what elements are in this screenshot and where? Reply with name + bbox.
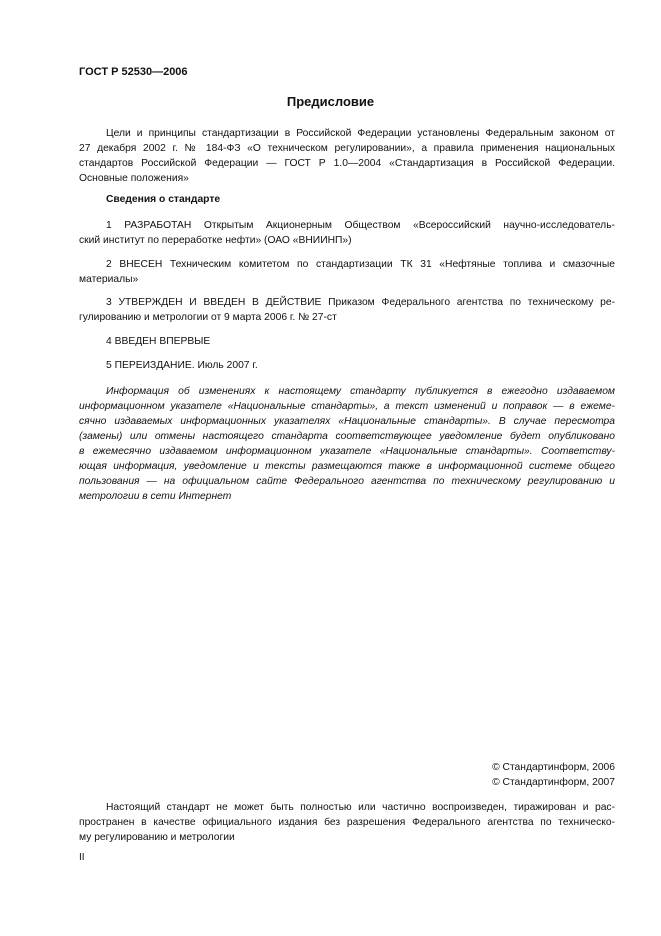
legal-notice bbox=[79, 800, 615, 845]
document-header: ГОСТ Р 52530—2006 bbox=[79, 66, 188, 78]
text-line: Цели и принципы стандартизации в Российской Федерации установлены Федеральным законом от bbox=[106, 128, 615, 139]
text-line: 4 ВВЕДЕН ВПЕРВЫЕ bbox=[106, 336, 211, 347]
text-line: 3 УТВЕРЖДЕН И ВВЕДЕН В ДЕЙСТВИЕ Приказом Федерального агентства по техническому ре- bbox=[106, 297, 615, 308]
info-notice bbox=[79, 384, 615, 504]
info-item-5 bbox=[79, 358, 615, 373]
text-line: сячно издаваемых информационных указателях «Национальные стандарты». В случае пересмотра bbox=[79, 416, 615, 427]
preface-intro bbox=[79, 126, 615, 186]
copyright-line-2: © Стандартинформ, 2007 bbox=[492, 777, 615, 788]
text-line: гулированию и метрологии от 9 марта 2006 г. № 27-ст bbox=[79, 312, 337, 323]
copyright-line-1: © Стандартинформ, 2006 bbox=[492, 762, 615, 773]
page-number: II bbox=[79, 852, 85, 863]
text-line: пространен в качестве официального издания без разрешения Федерального агентства по техническо- bbox=[79, 817, 615, 828]
text-line: му регулированию и метрологии bbox=[79, 832, 235, 843]
text-line: ющая информация, уведомление и тексты размещаются также в информационной системе общего bbox=[79, 461, 615, 472]
text-line: 27 декабря 2002 г. № 184-ФЗ «О техническом регулировании», а правила применения национальных bbox=[79, 143, 615, 154]
page-title: Предисловие bbox=[286, 94, 375, 109]
info-item-3 bbox=[79, 295, 615, 325]
text-line: 2 ВНЕСЕН Техническим комитетом по стандартизации ТК 31 «Нефтяные топлива и смазочные bbox=[106, 259, 615, 270]
text-line: 5 ПЕРЕИЗДАНИЕ. Июль 2007 г. bbox=[106, 360, 258, 371]
text-line: пользования — на официальном сайте Федерального агентства по техническому регулированию и bbox=[79, 476, 615, 487]
info-item-2 bbox=[79, 257, 615, 287]
info-item-4 bbox=[79, 334, 615, 349]
text-line: в ежемесячно издаваемом информационном указателе «Национальные стандарты». Соответству- bbox=[79, 446, 615, 457]
text-line: ский институт по переработке нефти» (ОАО «ВНИИНП») bbox=[79, 235, 352, 246]
info-item-1 bbox=[79, 218, 615, 248]
text-line: информационном указателе «Национальные стандарты», а текст изменений и поправок — в ежеме- bbox=[79, 401, 615, 412]
text-line: 1 РАЗРАБОТАН Открытым Акционерным Обществом «Всероссийский научно-исследователь- bbox=[106, 220, 615, 231]
text-line: материалы» bbox=[79, 274, 139, 285]
text-line: Настоящий стандарт не может быть полностью или частично воспроизведен, тиражирован и рас- bbox=[106, 802, 615, 813]
section-heading: Сведения о стандарте bbox=[106, 194, 221, 205]
text-line: стандартов Российской Федерации — ГОСТ Р 1.0—2004 «Стандартизация в Российской Федерации. bbox=[79, 158, 615, 169]
text-line: (замены) или отмены настоящего стандарта соответствующее уведомление будет опубликовано bbox=[79, 431, 615, 442]
text-line: Основные положения» bbox=[79, 173, 189, 184]
text-line: метрологии в сети Интернет bbox=[79, 491, 232, 502]
text-line: Информация об изменениях к настоящему стандарту публикуется в ежегодно издаваемом bbox=[106, 386, 615, 397]
